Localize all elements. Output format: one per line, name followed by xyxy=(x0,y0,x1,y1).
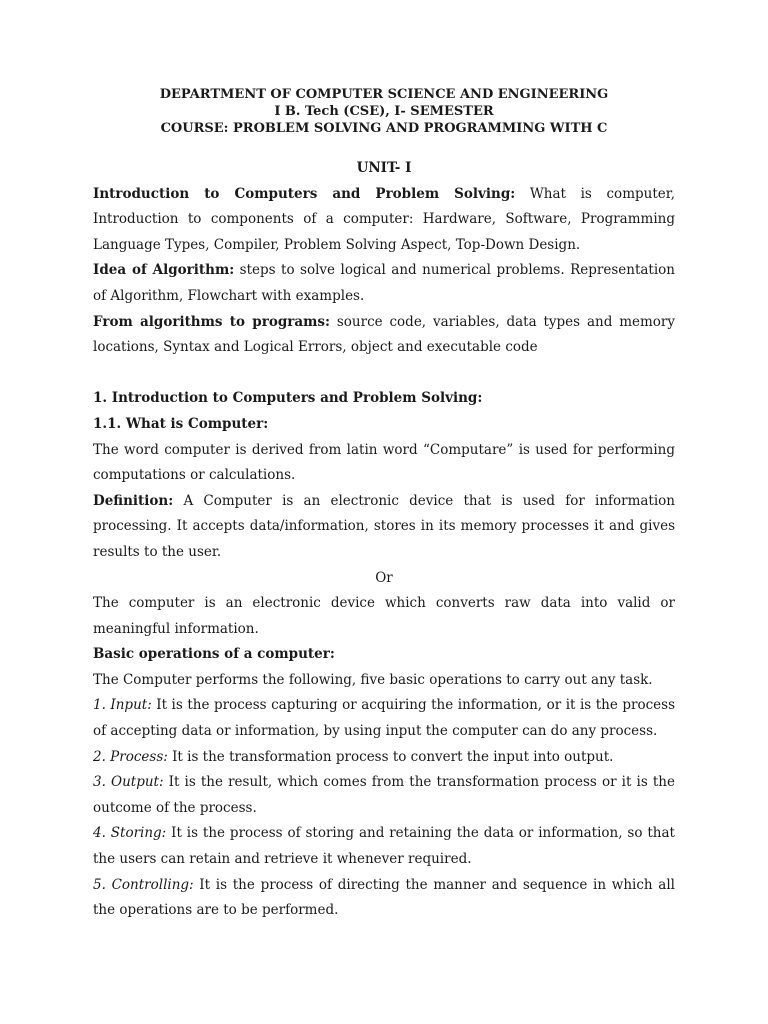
syllabus-item xyxy=(93,258,675,309)
section-heading: 1. Introduction to Computers and Problem Solving: xyxy=(93,390,483,407)
basic-operations-heading: Basic operations of a computer: xyxy=(93,646,335,663)
operation-text: It is the result, which comes from the transformation process or it is the outcome of the process. xyxy=(93,774,675,816)
document-page xyxy=(93,86,675,924)
program-semester: I B. Tech (CSE), I- SEMESTER xyxy=(274,104,494,119)
operation-label: 3. Output: xyxy=(93,774,164,791)
operation-text: It is the transformation process to convert the input into output. xyxy=(167,748,614,765)
document-header xyxy=(93,86,675,137)
department-title: DEPARTMENT OF COMPUTER SCIENCE AND ENGINEERING xyxy=(159,87,609,102)
syllabus-text: What is computer, Introduction to components of a computer: Hardware, Software, Programming Language Types, Compiler, Problem Solving Aspect, Top-Down Design. xyxy=(93,185,676,253)
syllabus-item xyxy=(93,310,675,361)
operation-item xyxy=(93,821,675,872)
operation-label: 5. Controlling: xyxy=(93,876,194,893)
syllabus-label: Introduction to Computers and Problem Solving: xyxy=(93,185,516,202)
operation-item xyxy=(93,770,675,821)
syllabus-label: From algorithms to programs: xyxy=(93,313,331,330)
syllabus-text: steps to solve logical and numerical problems. Representation of Algorithm, Flowchart with examples. xyxy=(93,262,675,304)
syllabus-item xyxy=(93,182,675,259)
operation-label: 4. Storing: xyxy=(93,825,167,842)
syllabus-label: Idea of Algorithm: xyxy=(93,262,235,279)
operation-text: It is the process capturing or acquiring the information, or it is the process of accepting data or information, by using input the computer can do any process. xyxy=(93,697,675,740)
operation-item xyxy=(93,693,675,744)
operation-label: 2. Process: xyxy=(93,748,168,765)
definition-text: A Computer is an electronic device that is used for information processing. It accepts data/information, stores in its memory processes it and gives results to the user. xyxy=(93,492,675,560)
operation-item xyxy=(93,873,675,924)
definition-paragraph xyxy=(93,489,675,566)
operation-text: It is the process of directing the manner and sequence in which all the operations are to be performed. xyxy=(93,876,675,919)
paragraph-etymology: The word computer is derived from latin word “Computare” is used for performing computations or calculations. xyxy=(93,441,675,484)
course-title: COURSE: PROBLEM SOLVING AND PROGRAMMING WITH C xyxy=(160,121,608,136)
operation-text: It is the process of storing and retaining the data or information, so that the users can retain and retrieve it whenever required. xyxy=(93,825,675,868)
operation-item xyxy=(93,745,675,771)
subsection-heading: 1.1. What is Computer: xyxy=(93,415,269,432)
operation-label: 1. Input: xyxy=(93,697,152,714)
syllabus-text: source code, variables, data types and memory locations, Syntax and Logical Errors, object and executable code xyxy=(93,313,676,356)
basic-operations-intro: The Computer performs the following, five basic operations to carry out any task. xyxy=(93,671,653,688)
unit-title: UNIT- I xyxy=(356,160,412,176)
definition-label: Definition: xyxy=(93,492,174,509)
paragraph-alt-definition: The computer is an electronic device which converts raw data into valid or meaningful information. xyxy=(93,595,675,637)
or-separator: Or xyxy=(375,569,393,586)
